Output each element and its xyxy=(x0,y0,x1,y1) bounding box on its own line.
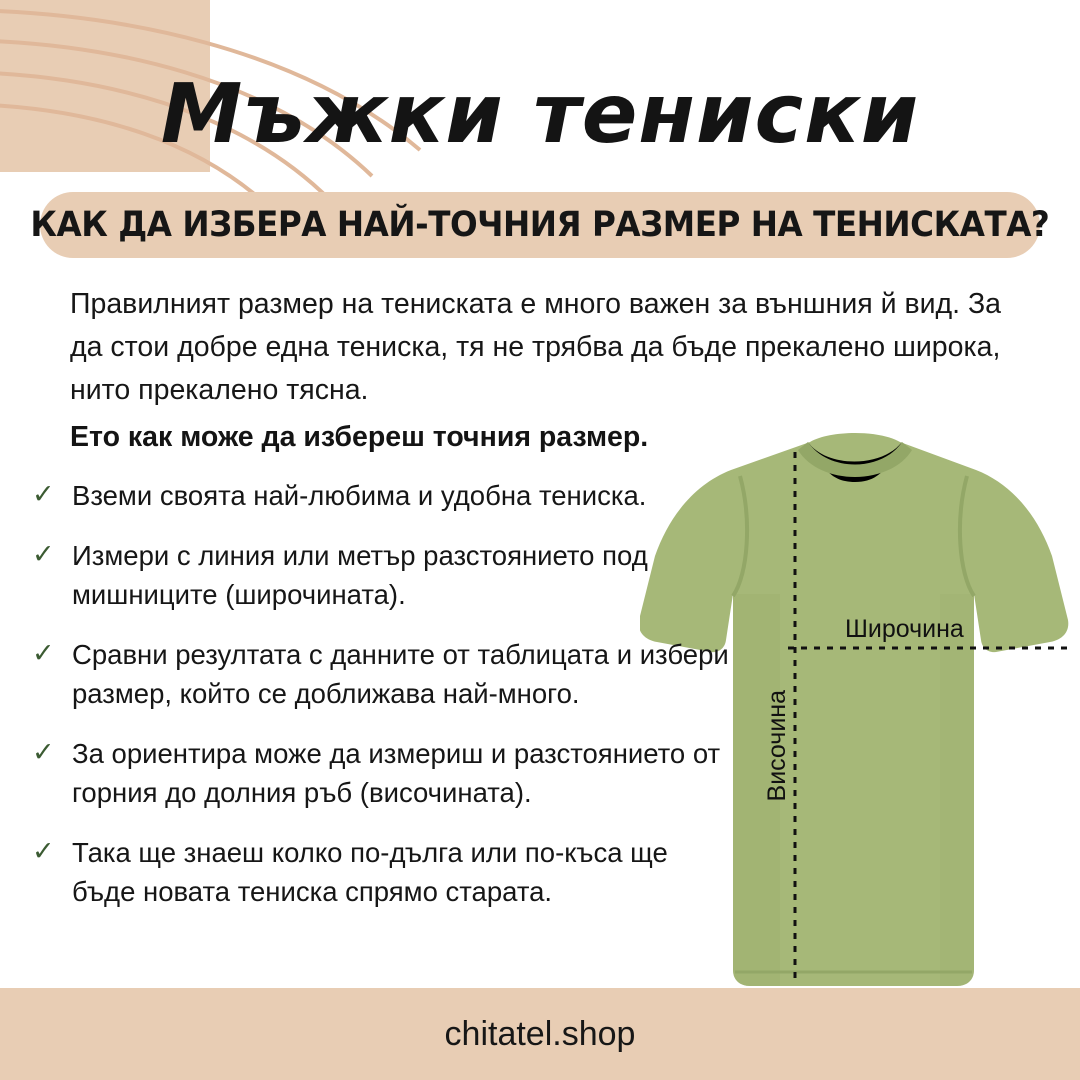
list-item xyxy=(32,833,732,911)
list-item-label: Сравни резултата с данните от таблицата и избери размер, който се доближава най-много. xyxy=(72,639,729,709)
footer-bar xyxy=(0,988,1080,1080)
diagram-width-label: Широчина xyxy=(845,615,964,643)
subtitle-text: КАК ДА ИЗБЕРА НАЙ-ТОЧНИЯ РАЗМЕР НА ТЕНИСКАТА? xyxy=(30,205,1050,245)
list-item xyxy=(32,476,732,515)
check-icon: ✓ xyxy=(32,539,55,569)
check-icon: ✓ xyxy=(32,479,55,509)
intro-paragraph: Правилният размер на тениската е много важен за външния й вид. За да стои добре една тениска, тя не трябва да бъде прекалено широка, нито прекалено тясна. xyxy=(70,288,1002,406)
list-item-label: За ориентира може да измериш и разстоянието от горния до долния ръб (височината). xyxy=(72,738,721,808)
list-item-label: Вземи своята най-любима и удобна тениска. xyxy=(72,480,647,511)
brand-label: chitatel.shop xyxy=(444,1014,636,1053)
page-title: Мъжки тениски xyxy=(160,67,920,162)
list-item xyxy=(32,536,732,614)
check-icon: ✓ xyxy=(32,638,55,668)
check-icon: ✓ xyxy=(32,836,55,866)
list-item-label: Така ще знаеш колко по-дълга или по-къса ще бъде новата тениска спрямо старата. xyxy=(72,837,668,907)
diagram-height-label: Височина xyxy=(763,690,791,802)
checklist xyxy=(32,476,732,932)
list-item xyxy=(32,635,732,713)
list-item xyxy=(32,734,732,812)
subtitle-banner xyxy=(30,192,1050,258)
check-icon: ✓ xyxy=(32,737,55,767)
intro-emphasis: Ето как може да избереш точния размер. xyxy=(70,421,649,453)
list-item-label: Измери с линия или метър разстоянието под мишниците (широчината). xyxy=(72,540,648,610)
